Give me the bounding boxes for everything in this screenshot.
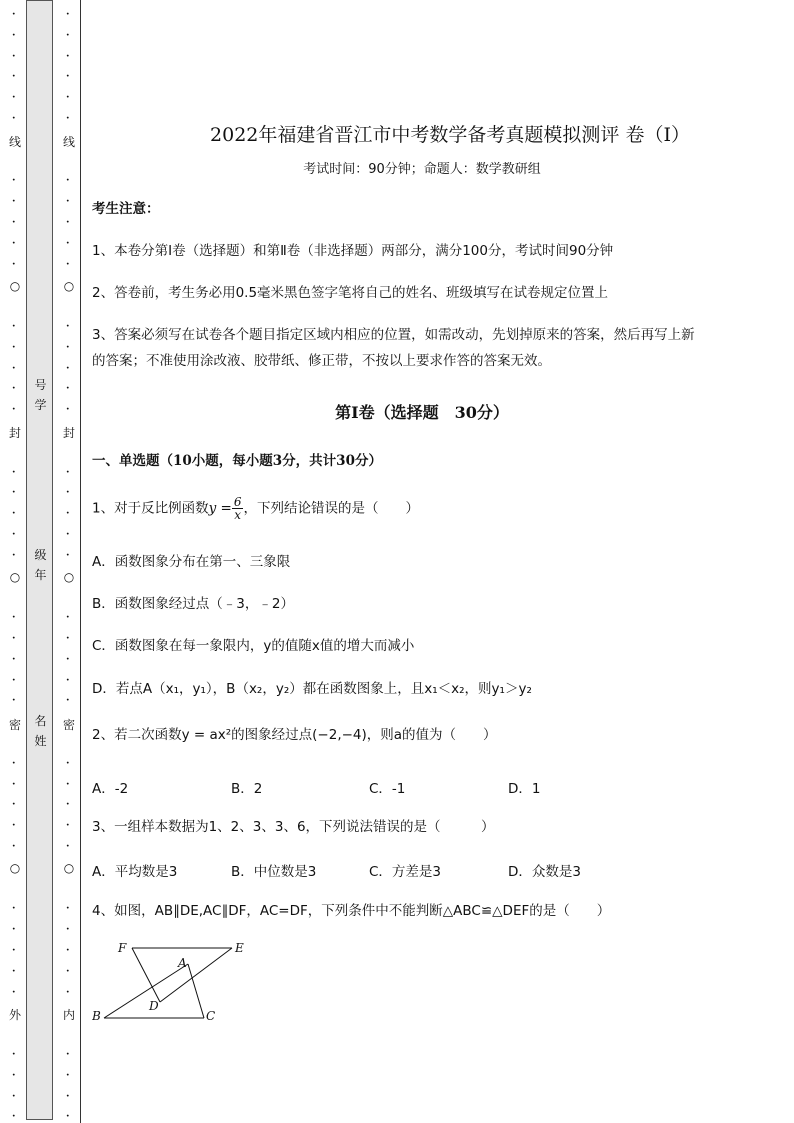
dot-mark: · <box>12 529 16 540</box>
margin-char-circle: ○ <box>9 861 21 875</box>
q2-option-a[interactable]: A．-2 <box>92 781 129 797</box>
strip-label-char: 名 <box>34 714 47 728</box>
dot-mark: · <box>66 50 70 62</box>
margin-char-circle: ○ <box>9 570 21 584</box>
dot-mark: · <box>66 653 70 665</box>
dot-mark: · <box>12 799 16 811</box>
dot-mark: · <box>66 695 70 707</box>
q1-frac-denominator: x <box>234 508 242 522</box>
binding-margin-outer <box>0 0 26 1123</box>
q2-option-c[interactable]: C．-1 <box>369 781 406 797</box>
dot-mark: · <box>66 321 70 332</box>
dot-mark: · <box>66 549 70 561</box>
dot-mark: · <box>66 612 70 624</box>
dot-mark: · <box>12 404 16 416</box>
dot-mark: · <box>12 924 16 936</box>
dot-mark: · <box>66 71 70 83</box>
dot-mark: · <box>66 237 70 249</box>
dot-mark: · <box>12 653 16 665</box>
question-3-stem: 3、一组样本数据为1、2、3、3、6，下列说法错误的是（ ） <box>92 819 495 835</box>
dot-mark: · <box>66 1111 70 1123</box>
label-d: D <box>149 999 159 1013</box>
dot-mark: · <box>12 633 16 644</box>
margin-char-outer: 外 <box>8 1008 21 1022</box>
margin-char-seal: 封 <box>8 426 21 440</box>
dot-mark: · <box>12 383 16 395</box>
q1-stem-prefix: 1、对于反比例函数 <box>92 500 209 517</box>
dot-mark: · <box>12 549 16 561</box>
label-b: B <box>92 1009 101 1023</box>
margin-char-circle: ○ <box>63 570 75 584</box>
dot-mark: · <box>66 341 70 353</box>
q1-stem-suffix: ，下列结论错误的是（ ） <box>243 500 419 517</box>
dot-mark: · <box>66 29 70 41</box>
strip-label-name <box>27 711 54 751</box>
q2-option-d[interactable]: D．1 <box>508 781 541 797</box>
dot-mark: · <box>66 945 70 956</box>
dot-mark: · <box>12 1090 16 1102</box>
dot-mark: · <box>66 1069 70 1081</box>
dot-mark: · <box>66 113 70 124</box>
dot-mark: · <box>12 9 16 20</box>
margin-char-line: 线 <box>8 135 21 149</box>
segment-fd <box>132 948 160 1002</box>
dot-mark: · <box>66 92 70 104</box>
dot-mark: · <box>66 175 70 187</box>
dot-mark: · <box>66 258 70 270</box>
dot-mark: · <box>12 903 16 915</box>
q2-option-b[interactable]: B．2 <box>231 781 263 797</box>
dot-mark: · <box>66 924 70 936</box>
dot-mark: · <box>12 1049 16 1060</box>
dot-mark: · <box>66 674 70 686</box>
strip-label-grade <box>27 545 54 585</box>
strip-label-student-id <box>27 375 54 415</box>
dot-mark: · <box>12 612 16 624</box>
dot-mark: · <box>66 633 70 644</box>
strip-label-char: 学 <box>34 398 47 412</box>
dot-mark: · <box>12 321 16 332</box>
dot-mark: · <box>66 362 70 374</box>
margin-char-circle: ○ <box>63 279 75 293</box>
dot-mark: · <box>12 29 16 41</box>
dot-mark: · <box>12 1069 16 1081</box>
q1-frac-numerator: 6 <box>233 495 242 509</box>
dot-mark: · <box>66 1049 70 1060</box>
dot-mark: · <box>12 341 16 353</box>
q4-geometry-figure <box>92 936 262 1028</box>
q1-option-a[interactable]: A．函数图象分布在第一、三象限 <box>92 554 291 570</box>
question-4-stem: 4、如图，AB∥DE,AC∥DF，AC=DF，下列条件中不能判断△ABC≌△DEF的是（ ） <box>92 903 611 919</box>
dot-mark: · <box>12 508 16 520</box>
dot-mark: · <box>66 217 70 228</box>
q1-option-c[interactable]: C．函数图象在每一象限内，y的值随x值的增大而减小 <box>92 638 415 654</box>
dot-mark: · <box>66 757 70 769</box>
margin-char-seal: 封 <box>62 426 75 440</box>
exam-subtitle: 考试时间：90分钟；命题人：数学教研组 <box>303 162 541 177</box>
margin-char-line: 线 <box>62 135 75 149</box>
notice-item: 3、答案必须写在试卷各个题目指定区域内相应的位置，如需改动，先划掉原来的答案，然后再写上新 <box>92 327 695 343</box>
notice-item: 的答案；不准使用涂改液、胶带纸、修正带，不按以上要求作答的答案无效。 <box>92 353 551 369</box>
dot-mark: · <box>12 217 16 228</box>
dot-mark: · <box>12 965 16 977</box>
dot-mark: · <box>66 986 70 998</box>
dot-mark: · <box>12 258 16 270</box>
dot-mark: · <box>66 404 70 416</box>
q3-option-a[interactable]: A．平均数是3 <box>92 864 178 880</box>
dot-mark: · <box>66 841 70 852</box>
label-e: E <box>235 941 244 955</box>
label-a: A <box>178 956 187 970</box>
dot-mark: · <box>12 92 16 104</box>
q3-option-b[interactable]: B．中位数是3 <box>231 864 317 880</box>
part-heading: 一、单选题（10小题，每小题3分，共计30分） <box>92 453 382 469</box>
q1-fraction <box>232 496 244 521</box>
dot-mark: · <box>12 986 16 998</box>
question-1-stem <box>92 496 419 521</box>
strip-label-char: 级 <box>34 548 47 562</box>
dot-mark: · <box>66 9 70 20</box>
dot-mark: · <box>12 113 16 124</box>
dot-mark: · <box>12 945 16 956</box>
dot-mark: · <box>12 71 16 83</box>
dot-mark: · <box>66 487 70 499</box>
dot-mark: · <box>12 175 16 187</box>
section-title: 第Ⅰ卷（选择题 30分） <box>335 403 509 422</box>
dot-mark: · <box>12 362 16 374</box>
dot-mark: · <box>66 820 70 832</box>
question-2-stem: 2、若二次函数y = ax²的图象经过点(−2,−4)，则a的值为（ ） <box>92 727 497 743</box>
margin-char-circle: ○ <box>9 279 21 293</box>
dot-mark: · <box>66 1090 70 1102</box>
dot-mark: · <box>12 237 16 249</box>
dot-mark: · <box>12 674 16 686</box>
dot-mark: · <box>12 1111 16 1123</box>
dot-mark: · <box>66 965 70 977</box>
notice-heading: 考生注意： <box>92 201 160 217</box>
dot-mark: · <box>66 903 70 915</box>
dot-mark: · <box>66 529 70 540</box>
dot-mark: · <box>12 50 16 62</box>
notice-item: 1、本卷分第Ⅰ卷（选择题）和第Ⅱ卷（非选择题）两部分，满分100分，考试时间90分钟 <box>92 243 614 259</box>
strip-label-char: 姓 <box>34 734 47 748</box>
segment-ac <box>188 964 204 1018</box>
dot-mark: · <box>12 820 16 832</box>
label-c: C <box>206 1009 216 1023</box>
label-f: F <box>118 941 127 955</box>
dot-mark: · <box>66 799 70 811</box>
notice-item: 2、答卷前，考生务必用0.5毫米黑色签字笔将自己的姓名、班级填写在试卷规定位置上 <box>92 285 609 301</box>
margin-char-inner: 内 <box>62 1008 75 1022</box>
dot-mark: · <box>12 778 16 790</box>
q1-option-b[interactable]: B．函数图象经过点（﹣3，﹣2） <box>92 596 294 612</box>
q1-option-d[interactable]: D．若点A（x₁，y₁），B（x₂，y₂）都在函数图象上，且x₁＜x₂，则y₁＞y₂ <box>92 681 532 697</box>
margin-char-secret: 密 <box>8 718 21 732</box>
dot-mark: · <box>12 487 16 499</box>
strip-label-char: 号 <box>34 378 47 392</box>
binding-margin-inner <box>53 0 81 1123</box>
margin-char-secret: 密 <box>62 718 75 732</box>
student-info-strip <box>26 0 53 1120</box>
dot-mark: · <box>12 757 16 769</box>
dot-mark: · <box>12 196 16 208</box>
dot-mark: · <box>12 695 16 707</box>
dot-mark: · <box>66 778 70 790</box>
dot-mark: · <box>66 383 70 395</box>
q3-option-c[interactable]: C．方差是3 <box>369 864 442 880</box>
dot-mark: · <box>12 841 16 852</box>
exam-title: 2022年福建省晋江市中考数学备考真题模拟测评 卷（Ⅰ） <box>210 124 690 146</box>
dot-mark: · <box>66 196 70 208</box>
margin-char-circle: ○ <box>63 861 75 875</box>
q1-function-lhs: y = <box>208 500 232 517</box>
dot-mark: · <box>66 508 70 520</box>
q3-option-d[interactable]: D．众数是3 <box>508 864 581 880</box>
dot-mark: · <box>12 466 16 478</box>
strip-label-char: 年 <box>34 568 47 582</box>
dot-mark: · <box>66 466 70 478</box>
